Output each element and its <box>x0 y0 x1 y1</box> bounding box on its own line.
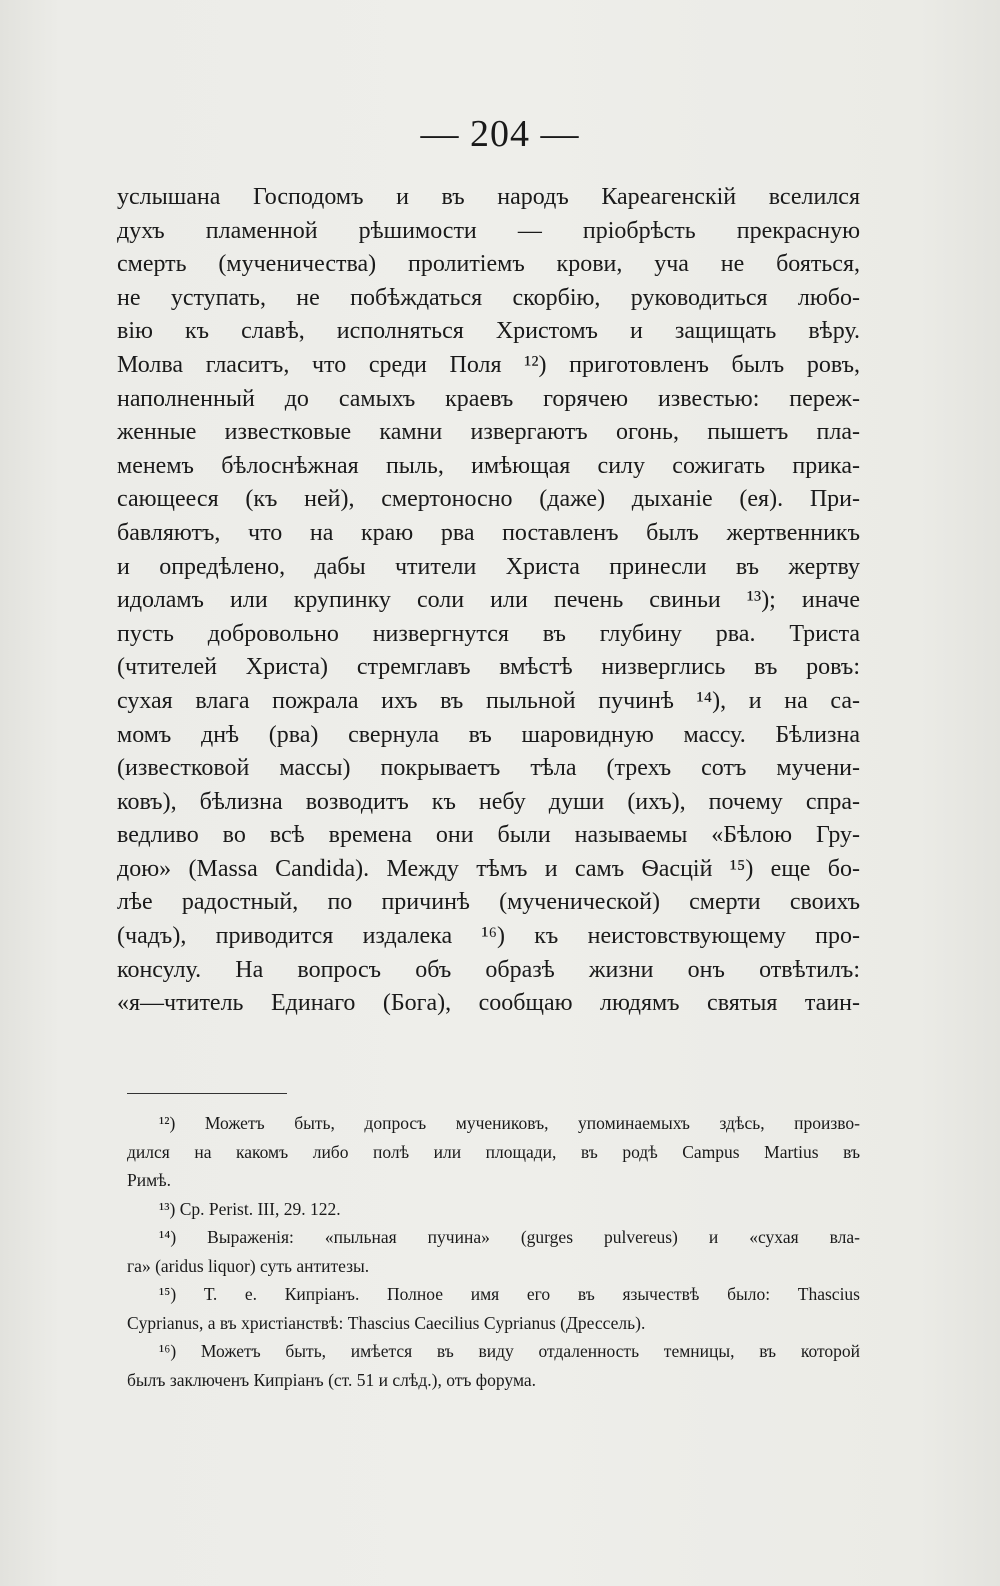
text-line: бавляютъ, что на краю рва поставленъ былъ жертвенникъ <box>117 519 860 546</box>
footnote-line: Cyprianus, а въ христіанствѣ: Thascius Caecilius Cyprianus (Дрессель). <box>127 1312 646 1333</box>
text-line: «я—чтитель Единаго (Бога), сообщаю людямъ святыя таин- <box>117 990 860 1017</box>
footnote-line: ¹³) Ср. Perist. III, 29. 122. <box>159 1198 341 1219</box>
text-line: вію къ славѣ, исполняться Христомъ и защищать вѣру. <box>117 318 860 345</box>
text-line: смерть (мученичества) пролитіемъ крови, уча не бояться, <box>117 251 860 278</box>
text-line: менемъ бѣлоснѣжная пыль, имѣющая силу сожигать прика- <box>117 452 860 479</box>
text-line: сающееся (къ ней), смертоносно (даже) дыханіе (ея). При- <box>117 486 860 513</box>
text-line: консулу. На вопросъ объ образѣ жизни онъ отвѣтилъ: <box>117 956 860 983</box>
footnote-15 <box>127 1280 860 1337</box>
footnote-separator <box>127 1093 287 1094</box>
footnote-13 <box>127 1195 860 1224</box>
footnote-16 <box>127 1337 860 1394</box>
footnote-line: былъ заключенъ Кипріанъ (ст. 51 и слѣд.), отъ форума. <box>127 1369 537 1390</box>
footnote-line: Римѣ. <box>127 1170 172 1190</box>
text-line: Молва гласитъ, что среди Поля ¹²) приготовленъ былъ ровъ, <box>117 351 860 378</box>
text-line: ковъ), бѣлизна возводитъ къ небу души (ихъ), почему спра- <box>117 788 860 815</box>
text-line: (чадъ), приводится издалека ¹⁶) къ неистовствующему про- <box>117 923 860 950</box>
footnote-line: ¹²) Можетъ быть, допросъ мучениковъ, упоминаемыхъ здѣсь, произво- <box>159 1113 860 1133</box>
footnote-line: га» (aridus liquor) суть антитезы. <box>127 1255 370 1276</box>
text-line: момъ днѣ (рва) свернула въ шаровидную массу. Бѣлизна <box>117 721 860 748</box>
text-line: ведливо во всѣ времена они были называемы «Бѣлою Гру- <box>117 822 860 849</box>
footnote-line: ¹⁶) Можетъ быть, имѣется въ виду отдаленность темницы, въ которой <box>159 1341 860 1361</box>
text-line: (чтителей Христа) стремглавъ вмѣстѣ низверглись въ ровъ: <box>117 654 860 681</box>
footnotes-block <box>127 1109 860 1394</box>
text-line: духъ пламенной рѣшимости — пріобрѣсть прекрасную <box>117 217 860 244</box>
footnote-line: дился на какомъ либо полѣ или площади, въ родѣ Campus Martius въ <box>127 1141 860 1162</box>
text-line: пусть добровольно низвергнутся въ глубину рва. Триста <box>117 620 860 647</box>
footnote-14 <box>127 1223 860 1280</box>
text-line: и опредѣлено, дабы чтители Христа принесли въ жертву <box>117 553 860 580</box>
text-line: лѣе радостный, по причинѣ (мученической) смерти своихъ <box>117 889 860 916</box>
page-number: — 204 — <box>420 113 580 155</box>
text-line: идоламъ или крупинку соли или печень свиньи ¹³); иначе <box>117 587 860 614</box>
text-line: не уступать, не побѣждаться скорбію, руководиться любо- <box>117 284 860 311</box>
main-text-block <box>117 181 860 1021</box>
footnote-line: ¹⁵) Т. е. Кипріанъ. Полное имя его въ язычествѣ было: Thascius <box>159 1284 860 1304</box>
text-line: дою» (Massa Candida). Между тѣмъ и самъ Ѳасцій ¹⁵) еще бо- <box>117 855 860 882</box>
text-line: (известковой массы) покрываетъ тѣла (трехъ сотъ мучени- <box>117 755 860 782</box>
footnote-12 <box>127 1109 860 1195</box>
text-line: сухая влага пожрала ихъ въ пыльной пучинѣ ¹⁴), и на са- <box>117 687 860 714</box>
text-line: женные известковые камни извергаютъ огонь, пышетъ пла- <box>117 419 860 446</box>
footnote-line: ¹⁴) Выраженія: «пыльная пучина» (gurges pulvereus) и «сухая вла- <box>159 1227 860 1247</box>
text-line: наполненный до самыхъ краевъ горячею известью: переж- <box>117 385 860 412</box>
text-line: услышана Господомъ и въ народъ Кареагенскій вселился <box>117 184 860 210</box>
